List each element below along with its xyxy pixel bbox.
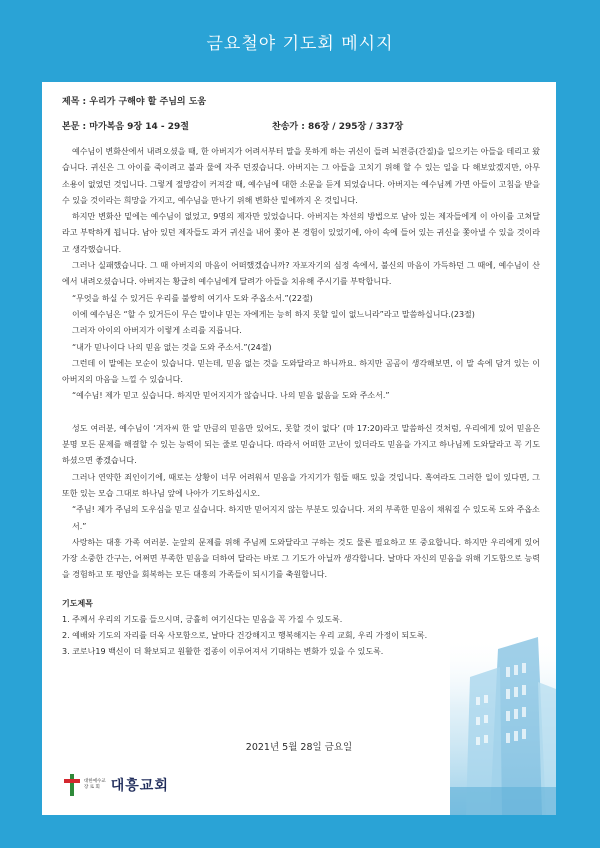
body-paragraph: 그런데 이 말에는 모순이 있습니다. 믿는데, 믿음 없는 것을 도와달라고 하니까요. 하지만 곰곰이 생각해보면, 이 말 속에 담겨 있는 이 아버지의 마음을 느낄 수 있습니다. — [62, 358, 540, 385]
message-content — [62, 94, 540, 660]
scripture-quote: “무엇을 하실 수 있거든 우리를 불쌍히 여기사 도와 주옵소서.”(22절) — [72, 293, 313, 303]
body-paragraph: 그러자 아이의 아버지가 이렇게 소리를 지릅니다. — [72, 326, 242, 336]
body-paragraph: 하지만 변화산 밑에는 예수님이 없었고, 9명의 제자만 있었습니다. 아버지는 차선의 방법으로 남아 있는 제자들에게 이 아이를 고쳐달라고 부탁하게 됩니다. 남아 있던 제자들도 과거 귀신을 내어 쫓아 본 경험이 있었기에, 아이 속에 들어 있는 귀신을 쫓아낼 수 있을 것이라고 생각했습니다. — [62, 212, 540, 254]
body-paragraph: 그러나 연약한 죄인이기에, 때로는 상황이 너무 어려워서 믿음을 가지기가 힘들 때도 있을 것입니다. 혹여라도 그러한 일이 있다면, 그 또한 있는 모습 그대로 하나님 앞에 나아가 기도하십시오. — [62, 472, 540, 498]
prayer-quote: “주님! 제가 주님의 도우심을 믿고 싶습니다. 하지만 믿어지지 않는 부분도 있습니다. 저의 부족한 믿음이 채워질 수 있도록 도와 주옵소서.” — [72, 505, 540, 531]
hymn-numbers: 찬송가 : 86장 / 295장 / 337장 — [272, 122, 404, 132]
body-paragraph: 예수님이 변화산에서 내려오셨을 때, 한 아버지가 어려서부터 말을 못하게 하는 귀신이 들려 뇌전증(간질)을 일으키는 아들을 데리고 왔습니다. 귀신은 그 아이를 죽이려고 불과 물에 자주 던졌습니다. 아버지는 그 아들을 고치기 위해 할 수 있는 일을 다 해보았겠지만, 아무 소용이 없었던 것입니다. 그렇게 절망감이 커져갈 때, 예수님에 대한 소문을 듣게 되었습니다. 아버지는 예수님께 가면 아들이 고침을 받을 수 있을 것이라는 희망을 가지고, 예수님을 만나기 위해 변화산 밑에까지 온 것입니다. — [62, 147, 540, 205]
body-paragraph: 이에 예수님은 “할 수 있거든이 무슨 말이냐 믿는 자에게는 능히 하지 못할 일이 없느니라”라고 말씀하십니다.(23절) — [72, 309, 475, 319]
page-title: 금요철야 기도회 메시지 — [206, 33, 394, 54]
sermon-meta — [62, 119, 540, 132]
prayer-quote: “예수님! 제가 믿고 싶습니다. 하지만 믿어지지가 않습니다. 나의 믿음 없음을 도와 주소서.” — [72, 391, 390, 401]
denomination-label: 대한예수교 장 로 회 — [84, 779, 106, 790]
body-paragraph: 사랑하는 대흥 가족 여러분. 눈앞의 문제를 위해 주님께 도와달라고 구하는 것도 물론 필요하고 또 중요합니다. 하지만 우리에게 있어 가장 소중한 간구는, 어쩌면 부족한 믿음을 더하여 달라는 바로 그 기도가 아닐까 생각합니다. 날마다 자신의 믿음을 위해 기도함으로 능력을 경험하고 또 평안을 회복하는 모든 대흥의 가족들이 되시기를 축원합니다. — [62, 537, 540, 580]
scripture-reference: 본문 : 마가복음 9장 14 - 29절 — [62, 122, 189, 132]
message-paper — [42, 82, 556, 815]
message-date: 2021년 5월 28일 금요일 — [245, 742, 353, 753]
church-building-illustration — [450, 637, 556, 815]
prayer-topic: 3. 코로나19 백신이 더 확보되고 원활한 접종이 이루어져서 기대하는 변화가 있을 수 있도록. — [62, 646, 384, 656]
prayer-topic: 1. 주께서 우리의 기도를 들으시며, 긍휼히 여기신다는 믿음을 꼭 가질 수 있도록. — [62, 614, 343, 624]
church-logo — [64, 774, 169, 796]
body-paragraph: 성도 여러분, 예수님이 ‘겨자씨 한 알 만큼의 믿음만 있어도, 못할 것이 없다’ (마 17:20)라고 말씀하신 것처럼, 우리에게 있어 믿음은 분명 모든 문제를 해결할 수 있는 능력이 되는 줄로 믿습니다. 따라서 어떠한 고난이 있더라도 믿음을 가지고 하나님께 도와달라고 꼭 기도하셨으면 좋겠습니다. — [62, 423, 540, 466]
scripture-quote: “내가 믿나이다 나의 믿음 없는 것을 도와 주소서.”(24절) — [72, 342, 272, 352]
prayer-topic: 2. 예배와 기도의 자리를 더욱 사모함으로, 날마다 건강해지고 행복해지는 우리 교회, 우리 가정이 되도록. — [62, 630, 428, 640]
prayer-topics-heading: 기도제목 — [62, 598, 93, 608]
prayer-topics-list — [62, 612, 540, 660]
sermon-title: 제목 : 우리가 구해야 할 주님의 도움 — [62, 97, 207, 107]
header — [0, 0, 600, 82]
body-paragraph: 그러나 실패했습니다. 그 때 아버지의 마음이 어떠했겠습니까? 자포자기의 심정 속에서, 불신의 마음이 가득하던 그 때에, 예수님이 산에서 내려오셨습니다. 아버지는 황급히 예수님에게 달려가 아들을 치유해 주시기를 부탁합니다. — [62, 261, 540, 287]
church-name: 대흥교회 — [110, 778, 169, 794]
cross-icon — [64, 774, 80, 796]
